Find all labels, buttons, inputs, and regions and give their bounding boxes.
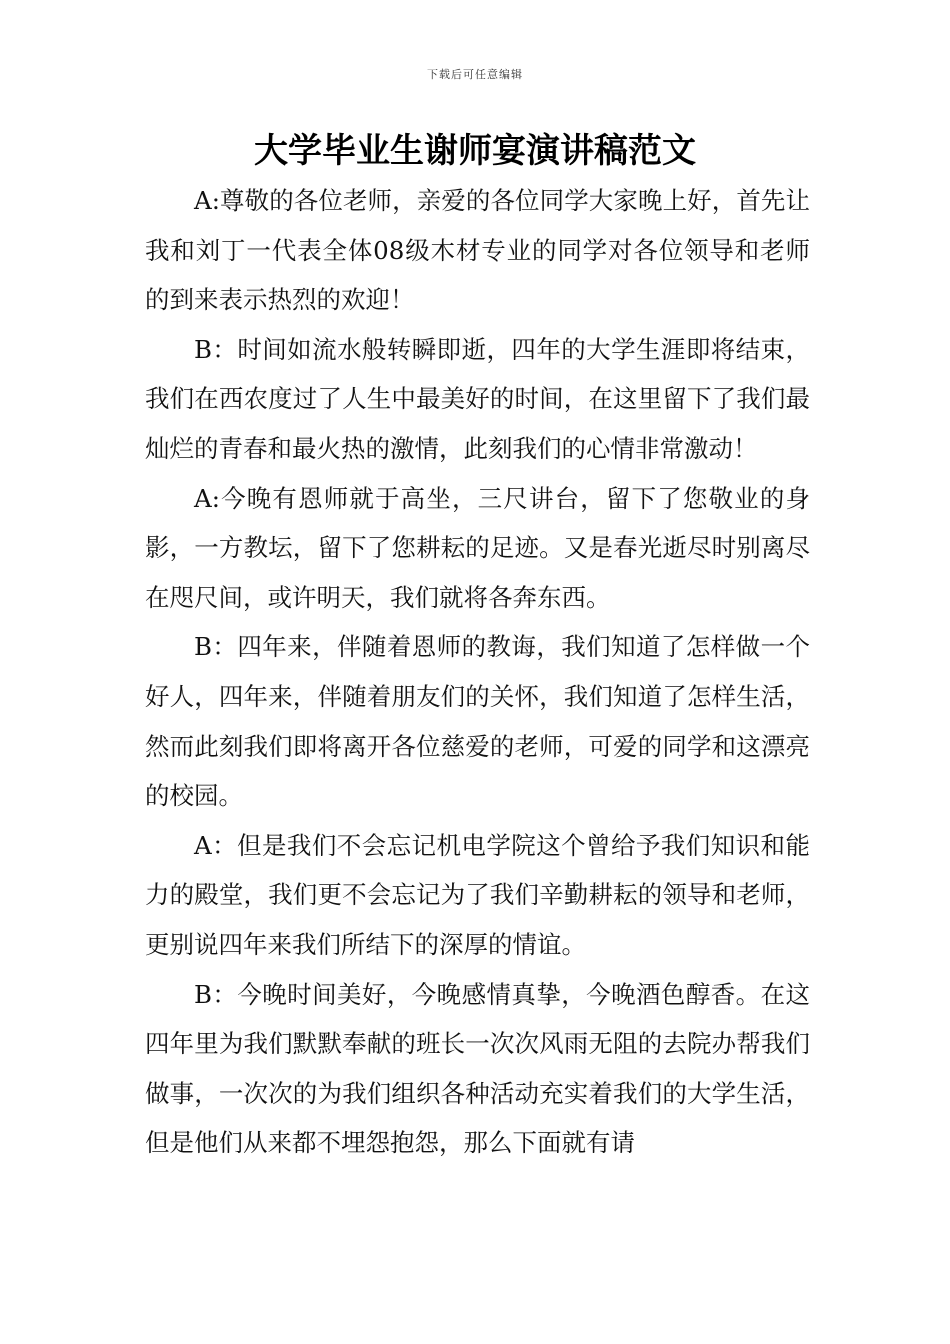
paragraph-3: A:今晚有恩师就于高坐，三尺讲台，留下了您敬业的身影，一方教坛，留下了您耕耘的足迹。又是春光逝尽时别离尽在咫尺间，或许明天，我们就将各奔东西。 [145, 483, 810, 612]
paragraph-2: B：时间如流水般转瞬即逝，四年的大学生涯即将结束，我们在西农度过了人生中最美好的时间，在这里留下了我们最灿烂的青春和最火热的激情，此刻我们的心情非常激动！ [145, 334, 810, 463]
paragraph-6: B：今晚时间美好，今晚感情真挚，今晚酒色醇香。在这四年里为我们默默奉献的班长一次次风雨无阻的去院办帮我们做事，一次次的为我们组织各种活动充实着我们的大学生活，但是他们从来都不埋怨抱怨，那么下面就有请 [145, 979, 810, 1158]
paragraph-1: A:尊敬的各位老师，亲爱的各位同学大家晚上好，首先让我和刘丁一代表全体08级木材专业的同学对各位领导和老师的到来表示热烈的欢迎！ [145, 186, 810, 315]
document-body [145, 176, 810, 1168]
paragraph-5: A：但是我们不会忘记机电学院这个曾给予我们知识和能力的殿堂，我们更不会忘记为了我们辛勤耕耘的领导和老师，更别说四年来我们所结下的深厚的情谊。 [145, 830, 810, 959]
document-title: 大学毕业生谢师宴演讲稿范文 [254, 131, 696, 171]
paragraph-4: B：四年来，伴随着恩师的教诲，我们知道了怎样做一个好人，四年来，伴随着朋友们的关怀，我们知道了怎样生活，然而此刻我们即将离开各位慈爱的老师，可爱的同学和这漂亮的校园。 [145, 632, 810, 811]
header-note: 下载后可任意编辑 [427, 68, 523, 81]
